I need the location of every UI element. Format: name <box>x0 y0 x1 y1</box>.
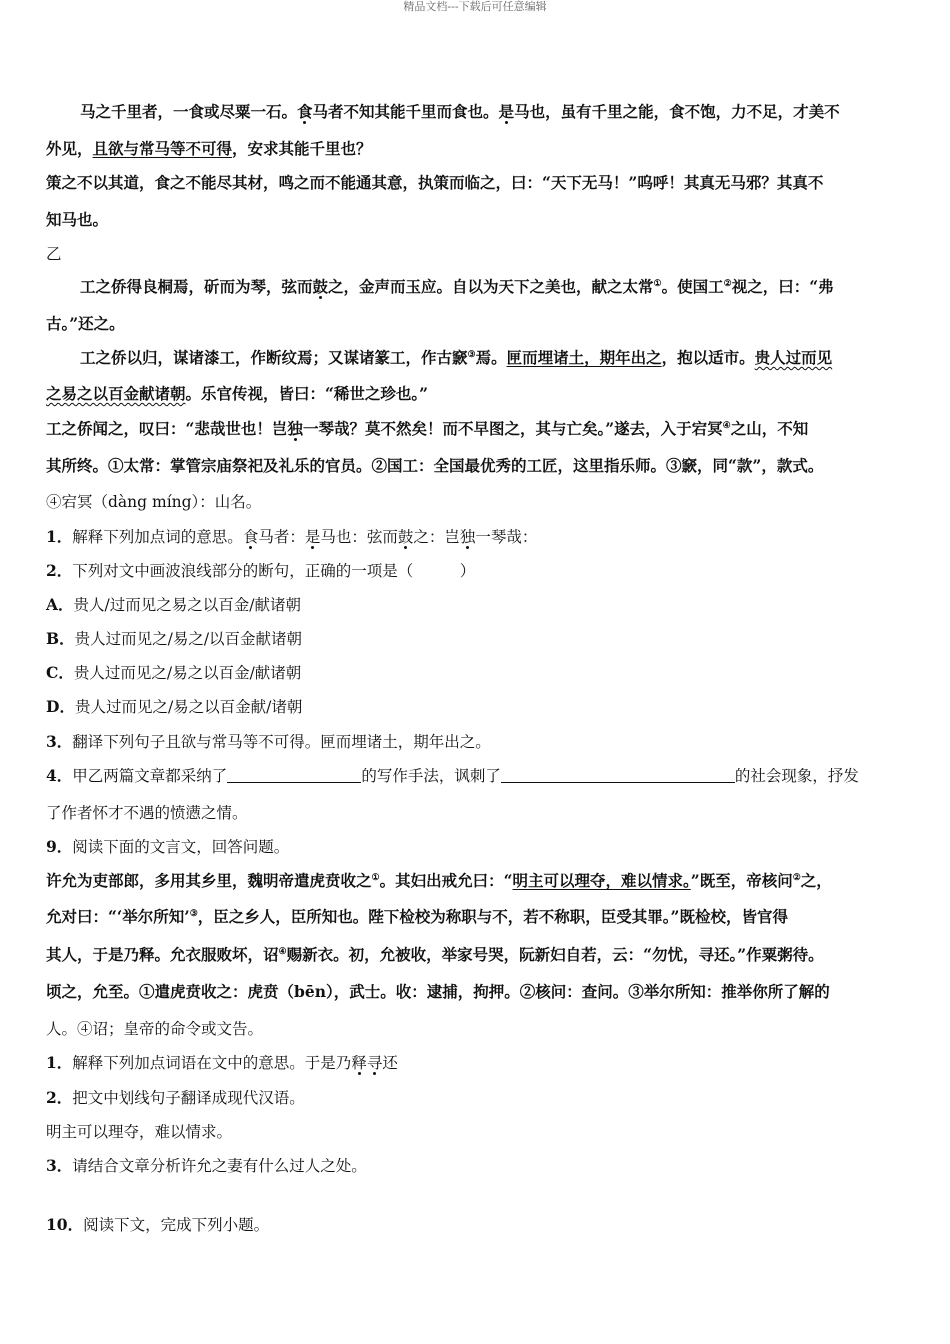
text: 外见， <box>46 139 93 158</box>
q9-line-1 <box>46 871 832 891</box>
q8-option-a[interactable] <box>46 595 301 615</box>
text: 工之侨得良桐焉，斫而为琴，弦而 <box>80 277 313 296</box>
text: 。使国工 <box>661 277 724 296</box>
text: 还 <box>382 1054 398 1072</box>
text: 马也：弦而 <box>320 528 398 546</box>
text: 的社会现象，抒发 <box>734 767 859 785</box>
q10-title <box>46 1215 269 1235</box>
footnote-mark: ② <box>792 873 801 883</box>
text: 。其妇出戒允曰：“ <box>379 871 513 890</box>
question-number: 4． <box>46 766 73 785</box>
text: ，抱以适市。 <box>661 348 755 367</box>
text: 。乐官传视，皆曰：“稀世之珍也。” <box>185 384 429 403</box>
text: ，安求其能千里也？ <box>232 139 372 158</box>
text: 阅读下面的文言文，回答问题。 <box>72 838 290 856</box>
q9-line-3 <box>46 945 824 965</box>
answer-blank[interactable] <box>501 768 735 783</box>
text: 其所终。①太常：掌管宗庙祭祀及礼乐的官员。②国工：全国最优秀的工匠，这里指乐师。③窾，同“款”，款式。 <box>46 456 824 475</box>
dotted-word: 是 <box>498 102 515 121</box>
yi-footnotes-2: ④宕冥（dàng míng）：山名。 <box>46 493 262 511</box>
text: 之：岂 <box>413 528 460 546</box>
yi-line-3 <box>80 348 832 368</box>
text: 请结合文章分析许允之妻有什么过人之处。 <box>72 1157 367 1175</box>
text: 其人，于是乃释。允衣服败坏，诏 <box>46 945 279 964</box>
question-number: 3． <box>46 1156 73 1175</box>
text: 马者不知其能千里而食也。 <box>312 102 499 121</box>
text: 马也，虽有千里之能，食不饱，力不足，才美不 <box>514 102 840 121</box>
yi-line-5 <box>46 419 808 439</box>
question-number: 3． <box>46 732 73 751</box>
yi-line-1 <box>80 277 834 297</box>
text: 解释下列加点词的意思。 <box>72 528 243 546</box>
underlined-sentence: 匣而埋诸土，期年出之 <box>506 348 662 367</box>
text: 把文中划线句子翻译成现代汉语。 <box>72 1089 305 1107</box>
text: 之，金声而玉应。自以为天下之美也，献之太常 <box>328 277 654 296</box>
option-text: 贵人过而见之/易之以百金/献诸朝 <box>73 664 302 682</box>
option-label: D． <box>46 697 75 716</box>
question-number: 9． <box>46 837 73 856</box>
q9-question-2-sentence: 明主可以理夺，难以情求。 <box>46 1123 233 1141</box>
footnote-mark: ④ <box>722 421 731 431</box>
text: 阅读下文，完成下列小题。 <box>83 1216 270 1234</box>
underlined-sentence: 明主可以理夺，难以情求。 <box>512 871 691 890</box>
jia-line-2 <box>46 139 372 159</box>
question-number: 1． <box>46 1053 73 1072</box>
text: 许允为吏部郎，多用其乡里，魏明帝遣虎贲收之 <box>46 871 372 890</box>
text: 焉。 <box>475 348 507 367</box>
text: ，臣之乡人，臣所知也。陛下检校为称职与不，若不称职，臣受其罪。”既检校，皆官得 <box>197 907 788 926</box>
footnote-mark: ① <box>653 279 662 289</box>
jia-line-4: 知马也。 <box>46 210 109 229</box>
question-number: 10． <box>46 1215 84 1234</box>
q8-question-4 <box>46 766 859 786</box>
q8-question-4-cont: 了作者怀才不遇的愤懑之情。 <box>46 804 248 822</box>
text: 工之侨闻之，叹曰：“悲哉世也！岂 <box>46 419 288 438</box>
text: 翻译下列句子且欲与常马等不可得。匣而埋诸土，期年出之。 <box>72 733 491 751</box>
option-text: 贵人/过而见之易之以百金/献诸朝 <box>73 596 301 614</box>
text: 一琴哉： <box>475 528 538 546</box>
text: 允对曰：“‘举尔所知’ <box>46 907 190 926</box>
footnote-mark: ④ <box>278 947 287 957</box>
text: ”既至，帝核问 <box>690 871 793 890</box>
option-text: 贵人过而见之/易之/以百金献诸朝 <box>74 630 303 648</box>
dotted-word: 是 <box>304 528 321 546</box>
q8-option-c[interactable] <box>46 663 301 683</box>
answer-blank[interactable] <box>227 768 361 783</box>
question-number: 2． <box>46 561 73 580</box>
text: 下列对文中画波浪线部分的断句，正确的一项是（ ） <box>72 562 476 580</box>
text: 视之，曰：“弗 <box>731 277 834 296</box>
text: 解释下列加点词语在文中的意思。于是乃 <box>72 1054 352 1072</box>
q9-question-1 <box>46 1053 398 1073</box>
jia-line-3: 策之不以其道，食之不能尽其材，鸣之而不能通其意，执策而临之，曰：“天下无马！”呜呼！其真无马邪？其真不 <box>46 173 824 192</box>
q8-question-3 <box>46 732 491 752</box>
dotted-word: 寻 <box>366 1054 383 1072</box>
option-label: C． <box>46 663 74 682</box>
text: 工之侨以归，谋诸漆工，作断纹焉；又谋诸篆工，作古窾 <box>80 348 468 367</box>
text: 之山，不知 <box>730 419 809 438</box>
yi-line-4 <box>46 384 428 404</box>
option-text: 贵人过而见之/易之以百金献/诸朝 <box>74 698 303 716</box>
option-label: B． <box>46 629 75 648</box>
q9-question-2 <box>46 1088 305 1108</box>
jia-line-1 <box>80 102 840 122</box>
q9-footnotes-1 <box>46 982 830 1002</box>
dotted-word: 鼓 <box>312 277 329 296</box>
footnote-mark: ③ <box>467 350 476 360</box>
q9-line-2 <box>46 907 788 927</box>
dotted-word: 食 <box>242 528 259 546</box>
q8-option-d[interactable] <box>46 697 302 717</box>
text: 甲乙两篇文章都采纳了 <box>72 767 228 785</box>
q9-title <box>46 837 289 857</box>
q8-question-2 <box>46 561 475 581</box>
underlined-sentence: 且欲与常马等不可得 <box>92 139 233 158</box>
yi-footnotes-1 <box>46 456 823 476</box>
yi-label: 乙 <box>46 245 62 263</box>
dotted-word: 独 <box>459 528 476 546</box>
wavy-underlined-text: 之易之以百金献诸朝 <box>46 384 186 403</box>
footnote-mark: ③ <box>189 909 198 919</box>
dotted-word: 鼓 <box>397 528 414 546</box>
question-number: 2． <box>46 1088 73 1107</box>
q8-option-b[interactable] <box>46 629 302 649</box>
text: 之， <box>800 871 832 890</box>
text: 赐新衣。初，允被收，举家号哭，阮新妇自若，云：“勿忧，寻还。”作粟粥待。 <box>286 945 824 964</box>
yi-line-2: 古。”还之。 <box>46 314 125 333</box>
text: 马者： <box>258 528 305 546</box>
question-number: 1． <box>46 527 73 546</box>
footnote-mark: ① <box>371 873 380 883</box>
text: 马之千里者，一食或尽粟一石。 <box>80 102 298 121</box>
text: 一琴哉？莫不然矣！而不早图之，其与亡矣。”遂去，入于宕冥 <box>302 419 723 438</box>
footnote-mark: ② <box>723 279 732 289</box>
option-label: A． <box>46 595 74 614</box>
wavy-underlined-text: 贵人过而见 <box>754 348 833 367</box>
page-header: 精品文档---下载后可任意编辑 <box>403 0 547 13</box>
q8-question-1 <box>46 527 537 547</box>
dotted-word: 释 <box>351 1054 367 1072</box>
text: 顷之，允至。①遣虎贲收之：虎贲（bēn），武士。收：逮捕，拘押。②核问：查问。③举尔所知：推举你所了解的 <box>46 982 830 1001</box>
q9-footnotes-2: 人。④诏；皇帝的命令或文告。 <box>46 1020 264 1038</box>
q9-question-3 <box>46 1156 367 1176</box>
dotted-word: 食 <box>297 102 313 121</box>
dotted-word: 独 <box>287 419 303 438</box>
text: 的写作手法，讽刺了 <box>361 767 501 785</box>
